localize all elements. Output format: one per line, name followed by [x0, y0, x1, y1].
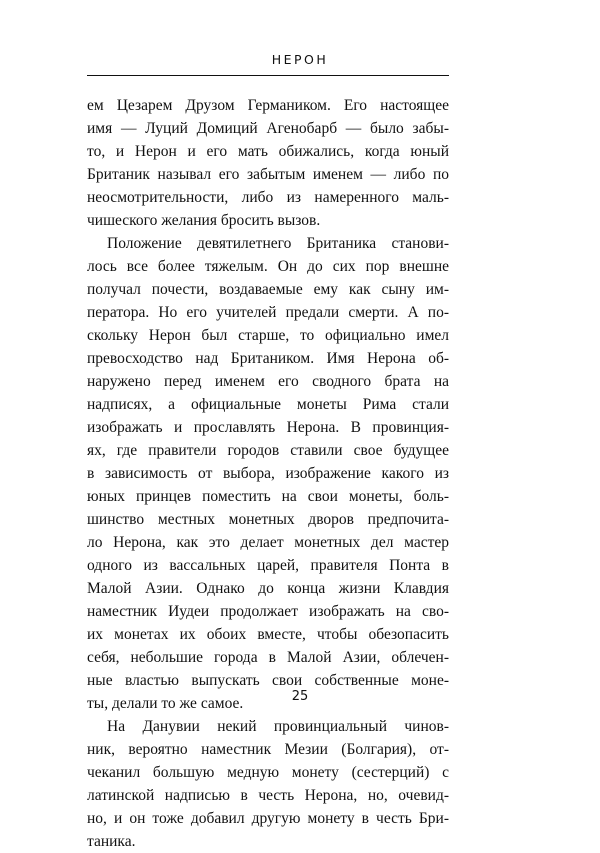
text-line: ях, где правители городов ставили свое будущее [87, 442, 449, 459]
text-line: чеканил большую медную монету (сестерций) с [87, 764, 449, 781]
text-line: превосходство над Британиком. Имя Нерона об- [87, 350, 449, 367]
text-line: ты, делали то же самое. [87, 695, 244, 712]
text-line: но, и он тоже добавил другую монету в честь Бри- [87, 810, 449, 827]
text-line: наместник Иудеи продолжает изображать на сво- [87, 603, 449, 620]
paragraph-2 [87, 232, 449, 715]
text-line: лось все более тяжелым. Он до сих пор внешне [87, 258, 449, 275]
text-line: Положение девятилетнего Британика станови- [107, 235, 449, 252]
text-line: Малой Азии. Однако до конца жизни Клавдия [87, 580, 449, 597]
text-line: в зависимость от выбора, изображение какого из [87, 465, 449, 482]
text-line: Британик называл его забытым именем — либо по [87, 166, 449, 183]
running-head-title: НЕРОН [271, 52, 329, 67]
text-line: латинской надписью в честь Нерона, но, очевид- [87, 787, 449, 804]
text-line: ник, вероятно наместник Мезии (Болгария), от- [87, 741, 449, 758]
text-line: неосмотрительности, либо из намеренного маль- [87, 189, 449, 206]
text-line: имя — Луций Домиций Агенобарб — было забы- [87, 120, 449, 137]
text-line: шинство местных монетных дворов предпочита- [87, 511, 449, 528]
text-line: чишеского желания бросить вызов. [87, 212, 321, 229]
text-line: ем Цезарем Друзом Германиком. Его настоящее [87, 97, 449, 114]
text-line: себя, небольшие города в Малой Азии, облечен- [87, 649, 449, 666]
text-line: таника. [87, 833, 136, 850]
text-line: одного из вассальных царей, правителя Понта в [87, 557, 449, 574]
text-line: ператора. Но его учителей предали смерти. А по- [87, 304, 449, 321]
text-line: ло Нерона, как это делает монетных дел мастер [87, 534, 449, 551]
header-rule [87, 75, 449, 76]
text-line: юных принцев поместить на свои монеты, боль- [87, 488, 449, 505]
paragraph-1 [87, 94, 449, 232]
page-number: 25 [291, 689, 309, 704]
paragraph-3 [87, 715, 449, 853]
text-line: надписях, а официальные монеты Рима стали [87, 396, 449, 413]
text-line: то, и Нерон и его мать обижались, когда юный [87, 143, 449, 160]
text-line: изображать и прославлять Нерона. В провинция- [87, 419, 449, 436]
text-line: получал почести, воздаваемые ему как сыну им- [87, 281, 449, 298]
text-line: ные властью выпускать свои собственные моне- [87, 672, 449, 689]
text-line: их монетах их обоих вместе, чтобы обезопасить [87, 626, 449, 643]
text-line: скольку Нерон был старше, то официально имел [87, 327, 449, 344]
body-text [87, 94, 449, 853]
text-line: наружено перед именем его сводного брата на [87, 373, 449, 390]
text-line: На Данувии некий провинциальный чинов- [107, 718, 449, 735]
